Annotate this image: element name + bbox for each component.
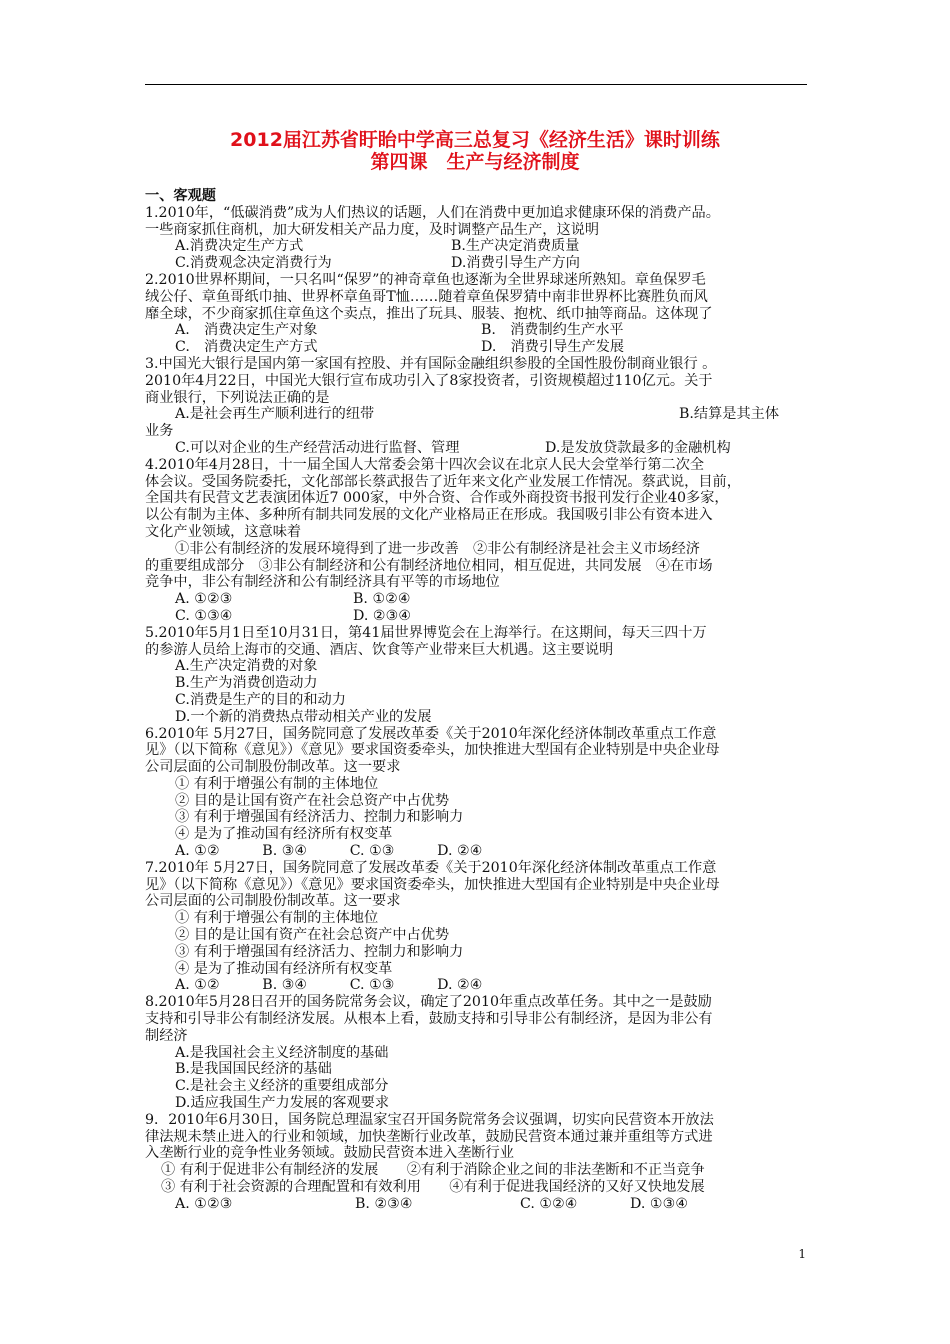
question-4-options <box>145 608 815 625</box>
option-a: A.生产决定消费的对象 <box>175 658 318 675</box>
question-6-line: 6.2010年 5月27日，国务院同意了发展改革委《关于2010年深化经济体制改革重点工作意 <box>145 725 717 742</box>
option-b: B. ②③④ <box>355 1195 413 1212</box>
option-b: B.生产为消费创造动力 <box>175 675 318 692</box>
option-b: B.结算是其主体 <box>679 406 780 423</box>
question-1-line: 一些商家抓住商机，加大研发相关产品力度，及时调整产品生产，这说明 <box>145 221 600 238</box>
lesson-title: 第四课 生产与经济制度 <box>370 151 580 173</box>
answer-options: A. ①② B. ③④ C. ①③ D. ②④ <box>175 843 483 860</box>
question-1-options <box>145 238 815 255</box>
option-d: D.消费引导生产方向 <box>451 255 580 272</box>
question-4-line: 4.2010年4月28日，十一届全国人大常委会第十四次会议在北京人民大会堂举行第二次全 <box>145 456 705 473</box>
option-d: D. 消费引导生产发展 <box>481 339 625 356</box>
page-number: 1 <box>798 1247 806 1261</box>
answer-options: A. ①② B. ③④ C. ①③ D. ②④ <box>175 977 483 994</box>
option-c: C.可以对企业的生产经营活动进行监督、管理 <box>175 439 460 456</box>
option-c: C. ①③④ <box>175 607 233 624</box>
question-6-line: 见》（以下简称《意见》）《意见》要求国资委牵头，加快推进大型国有企业特别是中央企业母 <box>145 742 720 759</box>
question-8-line: 支持和引导非公有制经济发展。从根本上看，鼓励支持和引导非公有制经济，是因为非公有 <box>145 1011 713 1028</box>
option-d: D. ①③④ <box>630 1195 689 1212</box>
question-6-line: 公司层面的公司制股份制改革。这一要求 <box>145 759 401 776</box>
question-1-options <box>145 255 815 272</box>
option-a: A. 消费决定生产对象 <box>175 322 318 339</box>
question-4-line: 体会议。受国务院委托，文化部部长蔡武报告了近年来文化产业发展工作情况。蔡武说，目前， <box>145 473 741 490</box>
question-9-line: 入垄断行业的竞争性业务领域。鼓励民营资本进入垄断行业 <box>145 1145 514 1162</box>
question-3-line: 2010年4月22日，中国光大银行宣布成功引入了8家投资者，引资规模超过110亿元。关于 <box>145 372 713 389</box>
statement-3: ③ 有利于增强国有经济活力、控制力和影响力 <box>175 809 464 826</box>
section-heading: 一、客观题 <box>145 188 216 204</box>
question-1-line: 1.2010年，“低碳消费”成为人们热议的话题，人们在消费中更加追求健康环保的消费产品。 <box>145 204 720 221</box>
option-c: C.是社会主义经济的重要组成部分 <box>175 1078 389 1095</box>
question-5-line: 5.2010年5月1日至10月31日，第41届世界博览会在上海举行。在这期间，每天三四十万 <box>145 624 707 641</box>
option-b: B.生产决定消费质量 <box>451 238 580 255</box>
statement-4: ④ 是为了推动国有经济所有权变革 <box>175 826 393 843</box>
question-8-line: 制经济 <box>145 1027 188 1044</box>
option-b: B. 消费制约生产水平 <box>481 322 624 339</box>
question-3-line: 业务 <box>145 423 174 440</box>
statement-1-2: ① 有利于促进非公有制经济的发展 ②有利于消除企业之间的非法垄断和不正当竞争 <box>161 1162 705 1179</box>
statement-3: ③ 有利于增强国有经济活力、控制力和影响力 <box>175 943 464 960</box>
statement-2: ② 目的是让国有资产在社会总资产中占优势 <box>175 792 450 809</box>
question-3-options <box>145 406 815 423</box>
option-a: A.是我国社会主义经济制度的基础 <box>175 1044 389 1061</box>
option-c: C. 消费决定生产方式 <box>175 339 318 356</box>
question-7-line: 见》（以下简称《意见》）《意见》要求国资委牵头，加快推进大型国有企业特别是中央企业母 <box>145 876 720 893</box>
statement-1: ① 有利于增强公有制的主体地位 <box>175 910 379 927</box>
question-4-line: 竞争中，非公有制经济和公有制经济具有平等的市场地位 <box>145 574 500 591</box>
statement-3-4: ③ 有利于社会资源的合理配置和有效利用 ④有利于促进我国经济的又好又快地发展 <box>161 1179 705 1196</box>
question-3-options <box>145 440 815 457</box>
option-c: C. ①②④ <box>520 1195 578 1212</box>
option-c: C.消费是生产的目的和动力 <box>175 691 346 708</box>
option-a: A.消费决定生产方式 <box>175 238 304 255</box>
statement-4: ④ 是为了推动国有经济所有权变革 <box>175 960 393 977</box>
question-4-line: 的重要组成部分 ③非公有制经济和公有制经济地位相同，相互促进，共同发展 ④在市场 <box>145 557 713 574</box>
question-3-line: 商业银行，下列说法正确的是 <box>145 389 330 406</box>
question-4-line: ①非公有制经济的发展环境得到了进一步改善 ②非公有制经济是社会主义市场经济 <box>175 540 700 557</box>
statement-1: ① 有利于增强公有制的主体地位 <box>175 775 379 792</box>
question-2-options <box>145 339 815 356</box>
question-2-line: 2.2010世界杯期间，一只名叫“保罗”的神奇章鱼也逐渐为全世界球迷所熟知。章鱼保罗毛 <box>145 271 706 288</box>
question-9-line: 9．2010年6月30日，国务院总理温家宝召开国务院常务会议强调，切实向民营资本开放法 <box>145 1111 714 1128</box>
question-4-options <box>145 591 815 608</box>
question-4-line: 全国共有民营文艺表演团体近7 000家，中外合资、合作或外商投资书报刊发行企业40多家， <box>145 490 729 507</box>
question-7-line: 公司层面的公司制股份制改革。这一要求 <box>145 893 401 910</box>
question-9-line: 律法规未禁止进入的行业和领域，加快垄断行业改革，鼓励民营资本通过兼并重组等方式进 <box>145 1128 713 1145</box>
option-d: D.是发放贷款最多的金融机构 <box>545 439 731 456</box>
question-8-line: 8.2010年5月28日召开的国务院常务会议，确定了2010年重点改革任务。其中之一是鼓励 <box>145 994 712 1011</box>
question-2-options <box>145 322 815 339</box>
document-title: 2012届江苏省盱眙中学高三总复习《经济生活》课时训练 <box>230 129 720 151</box>
option-d: D. ②③④ <box>353 607 412 624</box>
question-3-line: 3.中国光大银行是国内第一家国有控股、并有国际金融组织参股的全国性股份制商业银行 。 <box>145 355 717 372</box>
question-4-line: 以公有制为主体、多种所有制共同发展的文化产业格局正在形成。我国吸引非公有资本进入 <box>145 507 713 524</box>
question-5-line: 的参游人员给上海市的交通、酒店、饮食等产业带来巨大机遇。这主要说明 <box>145 641 614 658</box>
question-9-options <box>145 1196 815 1213</box>
question-2-line: 绒公仔、章鱼哥纸巾抽、世界杯章鱼哥T恤……随着章鱼保罗猜中南非世界杯比赛胜负而风 <box>145 288 708 305</box>
option-c: C.消费观念决定消费行为 <box>175 255 332 272</box>
option-d: D.适应我国生产力发展的客观要求 <box>175 1095 390 1112</box>
option-d: D.一个新的消费热点带动相关产业的发展 <box>175 708 432 725</box>
question-4-line: 文化产业领域，这意味着 <box>145 523 302 540</box>
option-a: A. ①②③ <box>175 591 233 608</box>
option-b: B. ①②④ <box>353 591 411 608</box>
question-7-line: 7.2010年 5月27日，国务院同意了发展改革委《关于2010年深化经济体制改革重点工作意 <box>145 859 717 876</box>
question-2-line: 靡全球，不少商家抓住章鱼这个卖点，推出了玩具、服装、抱枕、纸巾抽等商品。这体现了 <box>145 305 713 322</box>
option-a: A. ①②③ <box>175 1195 233 1212</box>
option-b: B.是我国国民经济的基础 <box>175 1061 332 1078</box>
document-body <box>145 188 815 1213</box>
statement-2: ② 目的是让国有资产在社会总资产中占优势 <box>175 927 450 944</box>
header-rule <box>145 84 807 85</box>
option-a: A.是社会再生产顺利进行的纽带 <box>175 406 375 423</box>
